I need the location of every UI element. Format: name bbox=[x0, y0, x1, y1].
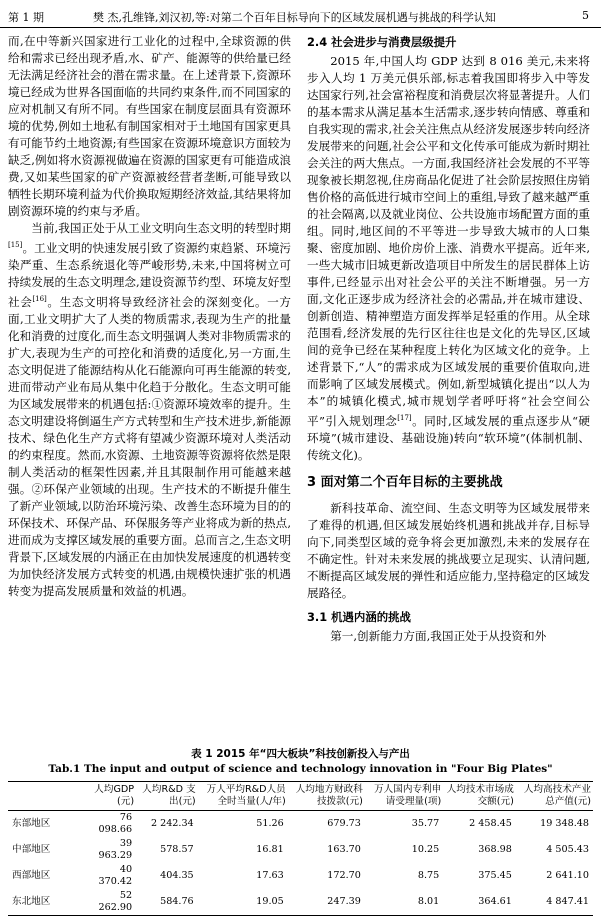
table-cell: 8.75 bbox=[417, 870, 440, 881]
paragraph-challenges: 新科技革命、流空间、生态文明等为区域发展带来了难得的机遇,但区域发展始终机遇和挑战并存,目标导向下,同类型区域的竞争将会更加激烈,未来的发展存在不确定性。针对未来发展的挑战要立足现实、认清问题,不断提高区域发展的弹性和适应能力,坚持稳定的区域发展路径。 bbox=[307, 500, 590, 600]
paragraph-text: 当前,我国正处于从工业文明向生态文明的转型时期 bbox=[31, 221, 291, 235]
table-cell: 东北地区 bbox=[8, 889, 84, 916]
table-caption-en: Tab.1 The input and output of science and technology innovation in "Four Big Plates" bbox=[48, 763, 553, 775]
table-cell: 52 262.90 bbox=[84, 889, 136, 916]
running-header bbox=[0, 0, 601, 30]
table-cell: 8.01 bbox=[365, 889, 443, 916]
citation: [17] bbox=[397, 414, 412, 422]
paragraph-ecological-civilization bbox=[8, 220, 291, 600]
data-table bbox=[8, 781, 593, 916]
section-heading-3: 3 面对第二个百年目标的主要挑战 bbox=[307, 474, 503, 490]
right-column bbox=[307, 33, 590, 645]
table-cell: 中部地区 bbox=[12, 844, 51, 855]
table-cell: 39 963.29 bbox=[98, 838, 133, 861]
table-row bbox=[8, 889, 593, 916]
table-header: 万人平均R&D人员全时当量(人/年) bbox=[198, 782, 288, 811]
table-cell: 578.57 bbox=[160, 844, 194, 855]
issue-number: 第 1 期 bbox=[8, 11, 44, 24]
table-cell: 172.70 bbox=[327, 870, 361, 881]
paragraph-text: 。同时,区域发展的重点逐步从“硬环境”(城市建设、基础设施)转向“软环境”(体制机制、传统文化)。 bbox=[307, 413, 590, 462]
table-cell: 163.70 bbox=[327, 844, 361, 855]
table-cell: 375.45 bbox=[478, 870, 512, 881]
table-cell: 679.73 bbox=[327, 818, 361, 829]
table-row bbox=[8, 811, 593, 838]
citation: [16] bbox=[32, 294, 47, 303]
table-cell: 51.26 bbox=[256, 818, 284, 829]
table-cell: 19 348.48 bbox=[540, 818, 589, 829]
table-header-row bbox=[8, 782, 593, 811]
table-cell: 247.39 bbox=[288, 889, 365, 916]
table-cell: 2 458.45 bbox=[469, 818, 512, 829]
table-1 bbox=[8, 746, 593, 916]
table-caption-cn: 表 1 2015 年“四大板块”科技创新投入与产出 bbox=[191, 748, 410, 760]
table-cell: 19.05 bbox=[198, 889, 288, 916]
table-cell: 16.81 bbox=[256, 844, 284, 855]
left-column bbox=[8, 33, 291, 600]
paragraph-resource-constraint: 而,在中等新兴国家进行工业化的过程中,全球资源的供给和需求已经出现矛盾,水、矿产、能源等的供给量已经无法满足经济社会的潜在需求量。在上述背景下,资源环境已经成为世界各国面临的共同约束条件,而不同国家的应对机制又有所不同。有些国家在制度层面具有资源环境的优势,例如土地私有制国家相对于土地国有国家更具有可能节约土地资源;有些国家在资源环境意识方面较为缺乏,例如将水资源视做遍在资源的国家更有可能造成浪费,又如某些国家的矿产资源被经营者垄断,可能导致以牺牲长期环境利益为代价换取短期经济效益,其结果将加剧资源环境的约束与矛盾。 bbox=[8, 34, 291, 218]
table-cell: 10.25 bbox=[411, 844, 440, 855]
running-title: 樊 杰,孔维锋,刘汉初,等:对第二个百年目标导向下的区域发展机遇与挑战的科学认知 bbox=[93, 11, 496, 24]
table-header: 人均地方财政科技拨款(元) bbox=[288, 782, 365, 811]
paragraph-text: 。工业文明的快速发展引致了资源约束趋紧、环境污染严重、生态系统退化等严峻形势,未来,中国将树立可持续发展的生态文明理念,建设资源节约型、环境友好型社会 bbox=[8, 240, 291, 309]
table-cell: 4 505.43 bbox=[546, 844, 589, 855]
paragraph-innovation: 第一,创新能力方面,我国正处于从投资和外 bbox=[330, 628, 547, 643]
table-header: 人均R&D 支出(元) bbox=[136, 782, 198, 811]
paragraph-social-progress bbox=[307, 53, 590, 464]
table-cell: 2 242.34 bbox=[150, 818, 194, 829]
header-rule bbox=[0, 27, 601, 28]
table-cell: 2 641.10 bbox=[546, 870, 589, 881]
table-cell: 584.76 bbox=[136, 889, 198, 916]
table-cell: 17.63 bbox=[256, 870, 284, 881]
table-cell: 364.61 bbox=[443, 889, 516, 916]
table-header bbox=[8, 782, 84, 811]
paragraph-text: 2015 年,中国人均 GDP 达到 8 016 美元,未来将步入人均 1 万美元俱乐部,标志着我国即将步入中等发达国家行列,社会富裕程度和消费层次将显著提升。人们的基本需求从满足基本生活需求,逐步转向情感、尊重和自我实现的需求,社会关注焦点从经济发展逐步转向经济发展带来的问题,社会公平和文化传承可能成为新时期社会关注的两大焦点。一方面,我国经济社会发展的不平等现象被长期忽视,住房商品化促进了社会阶层按照住房销售价格的高低进行城市空间上的重组,导致了越来越严重的社会隔离,以及就业岗位、公共设施市场配置方面的重组。同时,地区间的不平等进一步导致大城市的人口集聚、密度加剧、地价房价上涨、消费水平提高。近年来,一些大城市旧城更新改造项目中所发生的居民群体上访事件,已经显示出对社会公平的关注不断增强。另一方面,文化正逐步成为经济社会的必需品,并在城市建设、创新创造、精神塑造方面发挥举足轻重的作用。从全球范围看,经济发展的先行区往往也是文化的先导区,区域间的竞争已经在某种程度上转化为区域文化的竞争。上述背景下,“人”的需求成为区域发展的重要价值取向,进而影响了区域发展模式。例如,新型城镇化提出“以人为本”的城镇化模式,城市规划学者呼吁将“社会空间公平”引入规划理念 bbox=[307, 54, 590, 428]
table-cell: 76 098.66 bbox=[98, 812, 133, 835]
table-header: 人均GDP (元) bbox=[84, 782, 136, 811]
table-cell: 368.98 bbox=[478, 844, 512, 855]
paragraph-text: 。生态文明将导致经济社会的深刻变化。一方面,工业文明扩大了人类的物质需求,表现为生产的批量化和消费的过度化,而生态文明强调人类对非物质需求的扩大,表现为生产的可控化和消费的适度化,另一方面,生态文明促进了能源结构从化石能源向可再生能源的转变,进而带动产业布局从集中化趋于分散化。生态文明可能为区域发展带来的机遇包括:①资源环境效率的提升。生态文明建设将倒逼生产方式转型和生产技术进步,新能源技术、绿色化生产方式将有望减少资源环境对人类活动的约束程度。然而,水资源、土地资源等资源将依然是限制人类活动的框架性因素,并且其限制作用可能越来越强。②环保产业领域的出现。生产技术的不断提升催生了新产业领域,以防治环境污染、改善生态环境为目的的环保技术、环保产品、环保服务等产业将成为新的热点,进而成为支撑区域发展的重要方面。总而言之,生态文明背景下,区域发展的内涵正在由加快发展速度的机遇转变为加快经济发展方式转变的机遇,由规模快速扩张的机遇转变为提高发展质量和效益的机遇。 bbox=[8, 294, 291, 598]
table-header: 人均技术市场成交额(元) bbox=[443, 782, 516, 811]
table-header: 人均高技术产业总产值(元) bbox=[516, 782, 593, 811]
section-heading-2-4: 2.4 社会进步与消费层级提升 bbox=[307, 35, 457, 49]
table-header: 万人国内专利申请受理量(项) bbox=[365, 782, 443, 811]
table-row bbox=[8, 863, 593, 889]
table-cell: 40 370.42 bbox=[98, 864, 133, 887]
citation: [15] bbox=[8, 241, 23, 249]
table-cell: 35.77 bbox=[411, 818, 440, 829]
page-number: 5 bbox=[582, 9, 589, 22]
table-cell: 404.35 bbox=[160, 870, 194, 881]
table-cell: 4 847.41 bbox=[516, 889, 593, 916]
table-cell: 东部地区 bbox=[12, 818, 51, 829]
table-cell: 西部地区 bbox=[12, 870, 51, 881]
table-row bbox=[8, 837, 593, 863]
section-heading-3-1: 3.1 机遇内涵的挑战 bbox=[307, 609, 411, 624]
